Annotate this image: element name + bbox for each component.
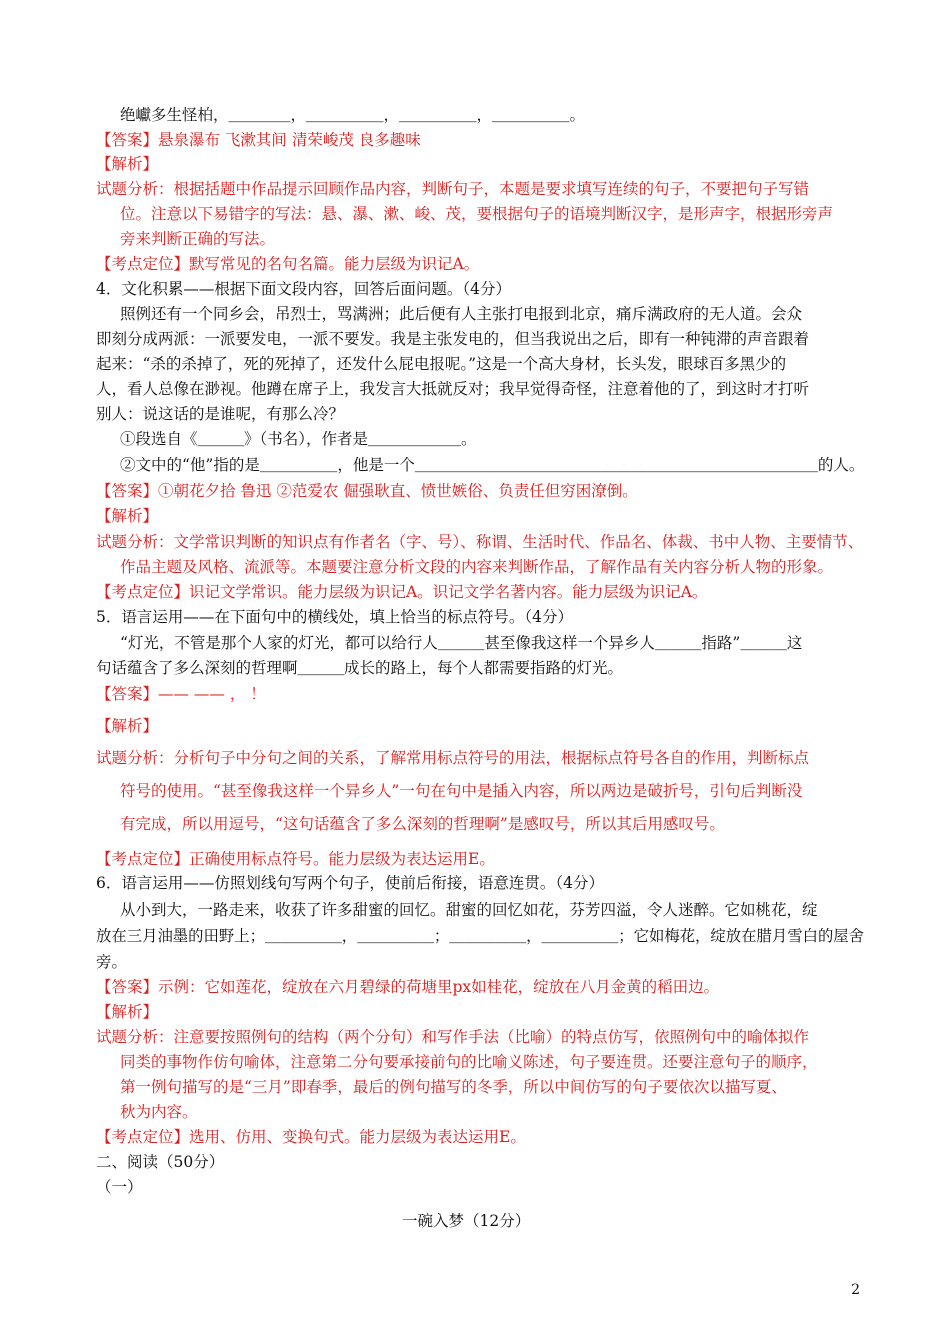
text-line: 【考点定位】默写常见的名句名篇。能力层级为识记A。 (96, 255, 480, 273)
text-line: 6．语言运用——仿照划线句写两个句子，使前后衔接，语意连贯。（4分） (96, 874, 604, 892)
text-line: 【解析】 (96, 507, 159, 525)
text-line: 【考点定位】识记文学常识。能力层级为识记A。识记文学名著内容。能力层级为识记A。 (96, 583, 708, 601)
text-line: 有完成，所以用逗号，“这句话蕴含了多么深刻的哲理啊”是感叹号，所以其后用感叹号。 (120, 815, 725, 833)
text-line: 【解析】 (96, 717, 159, 735)
text-line: 【答案】①朝花夕拾 鲁迅 ②范爱农 倔强耿直、愤世嫉俗、负责任但穷困潦倒。 (96, 482, 638, 500)
text-line: 【解析】 (96, 1003, 159, 1021)
text-line: 试题分析：文学常识判断的知识点有作者名（字、号）、称谓、生活时代、作品名、体裁、书中人物、主要情节、 (96, 533, 864, 551)
text-line: 起来：“杀的杀掉了，死的死掉了，还发什么屁电报呢。”这是一个高大身材，长头发，眼球百多黑少的 (96, 355, 787, 373)
text-line: 旁来判断正确的写法。 (120, 230, 276, 248)
text-line: 第一例句描写的是“三月”即春季，最后的例句描写的冬季，所以中间仿写的句子要依次以描写夏、 (120, 1078, 787, 1096)
text-line: ②文中的“他”指的是＿＿＿＿＿，他是一个＿＿＿＿＿＿＿＿＿＿＿＿＿＿＿＿＿＿＿＿＿＿＿＿＿＿的人。 (120, 456, 865, 474)
text-line: 秋为内容。 (120, 1103, 198, 1121)
text-line: 符号的使用。“甚至像我这样一个异乡人”一句在句中是插入内容，所以两边是破折号，引句后判断没 (120, 782, 803, 800)
text-line: 试题分析：分析句子中分句之间的关系，了解常用标点符号的用法，根据标点符号各自的作用，判断标点 (96, 749, 810, 767)
text-line: 绝巘多生怪柏，＿＿＿＿，＿＿＿＿＿，＿＿＿＿＿，＿＿＿＿＿。 (120, 106, 586, 124)
text-line: 旁。 (96, 953, 128, 971)
text-line: “灯光，不管是那个人家的灯光，都可以给行人＿＿＿甚至像我这样一个异乡人＿＿＿指路”＿＿＿这 (120, 634, 803, 652)
text-line: 人，看人总像在渺视。他蹲在席子上，我发言大抵就反对；我早觉得奇怪，注意着他的了，到这时才打听 (96, 380, 810, 398)
text-line: 即刻分成两派：一派要发电，一派不要发。我是主张发电的，但当我说出之后，即有一种钝滞的声音跟着 (96, 330, 810, 348)
text-line: 同类的事物作仿句喻体，注意第二分句要承接前句的比喻义陈述，句子要连贯。还要注意句子的顺序， (120, 1053, 818, 1071)
text-line: ①段选自《＿＿＿》（书名），作者是＿＿＿＿＿＿。 (120, 430, 477, 448)
text-line: 从小到大，一路走来，收获了许多甜蜜的回忆。甜蜜的回忆如花，芬芳四溢，令人迷醉。它如桃花，绽 (120, 901, 818, 919)
text-line: 【答案】示例：它如莲花，绽放在六月碧绿的荷塘里px如桂花，绽放在八月金黄的稻田边。 (96, 978, 720, 996)
text-line: 试题分析：注意要按照例句的结构（两个分句）和写作手法（比喻）的特点仿写，依照例句中的喻体拟作 (96, 1028, 810, 1046)
text-line: 4．文化积累——根据下面文段内容，回答后面问题。（4分） (96, 280, 511, 298)
text-line: 5．语言运用——在下面句中的横线处，填上恰当的标点符号。（4分） (96, 608, 573, 626)
text-line: 放在三月油墨的田野上；＿＿＿＿＿，＿＿＿＿＿；＿＿＿＿＿，＿＿＿＿＿；它如梅花，绽放在腊月雪白的屋舍 (96, 927, 865, 945)
text-line: 试题分析：根据括题中作品提示回顾作品内容，判断句子，本题是要求填写连续的句子，不要把句子写错 (96, 180, 810, 198)
text-line: （一） (96, 1178, 143, 1196)
text-line: 【考点定位】正确使用标点符号。能力层级为表达运用E。 (96, 850, 495, 868)
text-line: 照例还有一个同乡会，吊烈士，骂满洲；此后便有人主张打电报到北京，痛斥满政府的无人道。会众 (120, 305, 803, 323)
text-line: 二、阅读（50分） (96, 1153, 225, 1171)
text-line: 位。注意以下易错字的写法：悬、瀑、漱、峻、茂，要根据句子的语境判断汉字，是形声字，根据形旁声 (120, 205, 834, 223)
text-line: 【答案】—— —— ， ！ (96, 685, 266, 703)
text-line: 别人：说这话的是谁呢，有那么冷？ (96, 405, 345, 423)
page-number: 2 (851, 1282, 860, 1298)
text-line: 一碗入梦（12分） (402, 1212, 531, 1230)
text-line: 【考点定位】选用、仿用、变换句式。能力层级为表达运用E。 (96, 1128, 526, 1146)
text-line: 作品主题及风格、流派等。本题要注意分析文段的内容来判断作品，了解作品有关内容分析人物的形象。 (120, 558, 834, 576)
text-line: 【解析】 (96, 155, 159, 173)
text-line: 句话蕴含了多么深刻的哲理啊＿＿＿成长的路上，每个人都需要指路的灯光。 (96, 659, 624, 677)
text-line: 【答案】悬泉瀑布 飞漱其间 清荣峻茂 良多趣味 (96, 131, 421, 149)
